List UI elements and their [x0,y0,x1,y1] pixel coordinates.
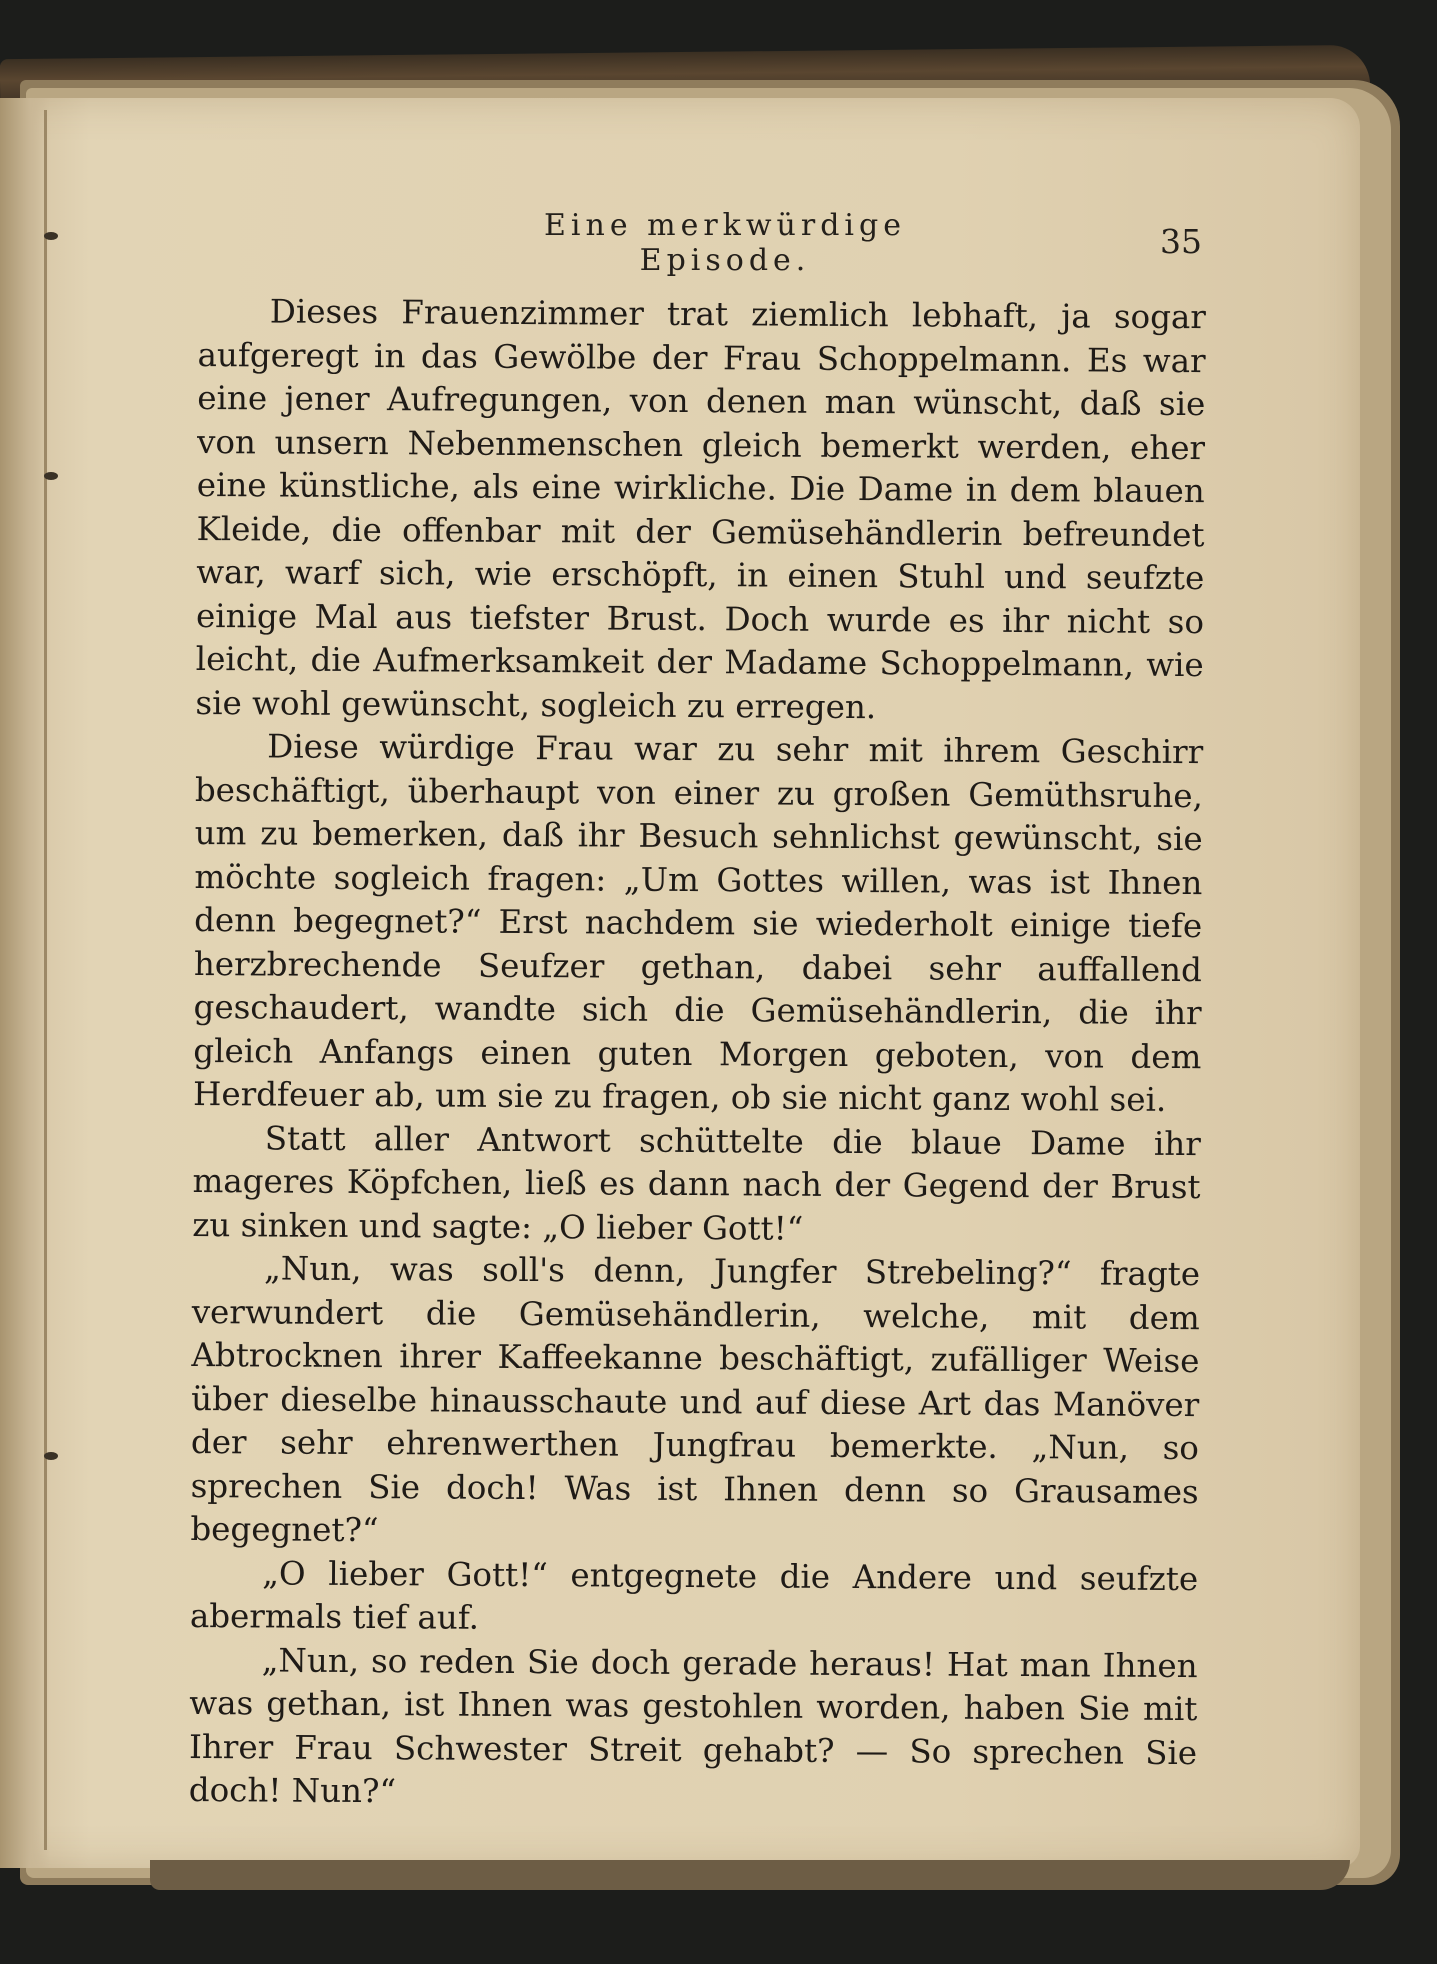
page-number: 35 [1160,222,1202,261]
thread-mark [44,1452,58,1460]
paragraph: Dieses Frauenzimmer trat ziemlich lebhaft, ja sogar aufgeregt in das Gewölbe der Frau Schoppelmann. Es war eine jener Aufregungen, von denen man wünscht, daß sie von unsern Nebenmenschen gleich bemerkt werden, eher eine künstliche, als eine wirkliche. Die Dame in dem blauen Kleide, die offenbar mit der Gemüsehändlerin befreundet war, warf sich, wie erschöpft, in einen Stuhl und seufzte einige Mal aus tiefster Brust. Doch wurde es ihr nicht so leicht, die Aufmerksamkeit der Madame Schoppelmann, wie sie wohl gewünscht, sogleich zu erregen. [195,292,1206,726]
paragraph: Statt aller Antwort schüttelte die blaue Dame ihr mageres Köpfchen, ließ es dann nach der Gegend der Brust zu sinken und sagte: „O lieber Gott!“ [192,1118,1201,1248]
body-text [189,290,1206,1819]
paragraph: „Nun, was soll's denn, Jungfer Strebeling?“ fragte verwundert die Gemüsehändlerin, welche, mit dem Abtrocknen ihrer Kaffeekanne beschäftigt, zufälliger Weise über dieselbe hinausschaute und auf diese Art das Manöver der sehr ehrenwerthen Jungfrau bemerkte. „Nun, so sprechen Sie doch! Was ist Ihnen denn so Grausames begegnet?“ [190,1249,1201,1550]
paragraph: Diese würdige Frau war zu sehr mit ihrem Geschirr beschäftigt, überhaupt von einer zu großen Gemüthsruhe, um zu bemerken, daß ihr Besuch sehnlichst gewünscht, sie möchte sogleich fragen: „Um Gottes willen, was ist Ihnen denn begegnet?“ Erst nachdem sie wiederholt einige tiefe herzbrechende Seufzer gethan, dabei sehr auffallend geschaudert, wandte sich die Gemüsehändlerin, die ihr gleich Anfangs einen guten Morgen geboten, von dem Herdfeuer ab, um sie zu fragen, ob sie nicht ganz wohl sei. [192,727,1204,1119]
paragraph: „Nun, so reden Sie doch gerade heraus! Hat man Ihnen was gethan, ist Ihnen was gestohlen worden, haben Sie mit Ihrer Frau Schwester Streit gehabt? — So sprechen Sie doch! Nun?“ [188,1640,1198,1811]
paragraph: „O lieber Gott!“ entgegnete die Andere und seufzte abermals tief auf. [189,1553,1199,1637]
gutter-fold-line [44,110,47,1850]
thread-mark [44,232,58,240]
running-head: Eine merkwürdige Episode. [544,208,906,278]
book-gutter [0,98,50,1868]
thread-mark [44,472,58,480]
page-bottom-edge [150,1860,1350,1890]
